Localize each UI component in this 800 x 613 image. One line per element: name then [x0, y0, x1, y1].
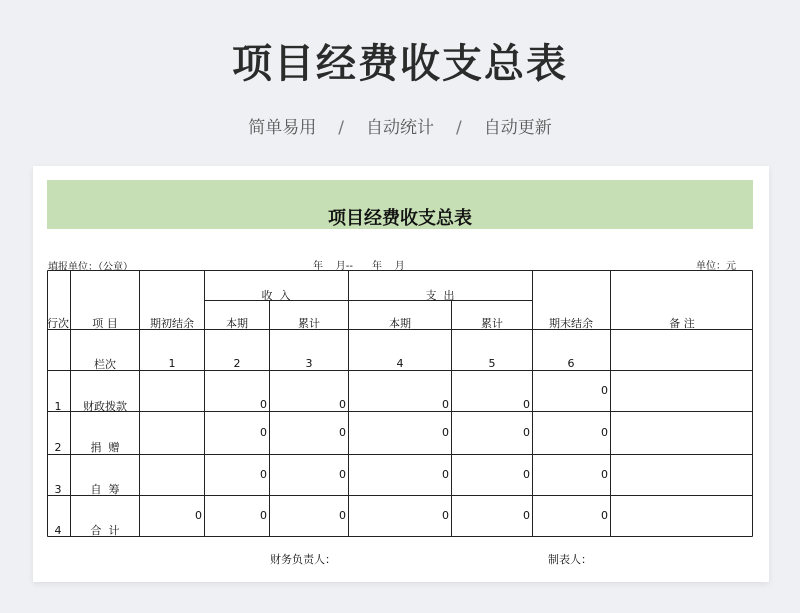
- tag-separator: /: [456, 118, 462, 138]
- expense-cumulative-value: 0: [523, 398, 530, 411]
- income-period-value: 0: [260, 468, 267, 481]
- column-index-label: 栏次: [94, 358, 116, 371]
- income-cumulative-value: 0: [339, 509, 346, 522]
- row-name: 财政拨款: [83, 400, 127, 413]
- column-index-2: 2: [233, 357, 241, 370]
- header-opening-balance: 期初结余: [150, 317, 194, 330]
- expense-cumulative-value: 0: [523, 426, 530, 439]
- header-expense-current: 本期: [389, 317, 411, 330]
- report-period: 年 月-- 年 月: [313, 261, 405, 272]
- expense-cumulative-value: 0: [523, 468, 530, 481]
- header-item: 项 目: [92, 317, 118, 330]
- column-index-6: 6: [567, 357, 575, 370]
- header-income: 收 入: [261, 289, 291, 302]
- header-expense: 支 出: [425, 289, 455, 302]
- column-index-3: 3: [305, 357, 313, 370]
- income-period-value: 0: [260, 426, 267, 439]
- row-name: 捐 赠: [90, 441, 120, 454]
- tag-auto-update: 自动更新: [483, 118, 552, 138]
- row-name: 自 筹: [90, 483, 120, 496]
- header-expense-cumulative: 累计: [481, 317, 503, 330]
- sheet-title-banner: [47, 180, 753, 229]
- column-index-4: 4: [396, 357, 404, 370]
- row-name: 合 计: [90, 524, 120, 537]
- header-closing-balance: 期末结余: [549, 317, 593, 330]
- closing-balance-value: 0: [601, 468, 608, 481]
- header-income-cumulative: 累计: [298, 317, 320, 330]
- row-no: 1: [54, 400, 62, 413]
- table-grid: [47, 270, 753, 537]
- spreadsheet-preview: [33, 166, 769, 582]
- closing-balance-value: 0: [601, 384, 608, 397]
- sheet-title: 项目经费收支总表: [328, 208, 472, 229]
- row-no: 2: [54, 441, 62, 454]
- column-index-5: 5: [488, 357, 496, 370]
- expense-period-value: 0: [442, 398, 449, 411]
- income-period-value: 0: [260, 509, 267, 522]
- header-remarks: 备 注: [669, 317, 695, 330]
- opening-balance-value: 0: [195, 509, 202, 522]
- column-index-1: 1: [168, 357, 176, 370]
- expense-period-value: 0: [442, 468, 449, 481]
- filing-unit-label: 填报单位：（公章）: [48, 262, 133, 273]
- tag-separator: /: [338, 118, 344, 138]
- page-title: 项目经费收支总表: [232, 41, 568, 87]
- row-no: 4: [54, 524, 62, 537]
- currency-unit-label: 单位：元: [696, 261, 736, 272]
- row-no: 3: [54, 483, 62, 496]
- income-period-value: 0: [260, 398, 267, 411]
- expense-cumulative-value: 0: [523, 509, 530, 522]
- expense-period-value: 0: [442, 426, 449, 439]
- prepared-by-label: 制表人：: [548, 553, 592, 566]
- income-cumulative-value: 0: [339, 468, 346, 481]
- income-cumulative-value: 0: [339, 398, 346, 411]
- expense-period-value: 0: [442, 509, 449, 522]
- header-income-current: 本期: [226, 317, 248, 330]
- closing-balance-value: 0: [601, 509, 608, 522]
- tag-easy: 简单易用: [248, 118, 317, 138]
- tag-auto-stat: 自动统计: [366, 118, 434, 138]
- feature-tags: [0, 113, 800, 138]
- header-row-no: 行次: [47, 317, 69, 330]
- finance-head-label: 财务负责人：: [270, 553, 336, 566]
- income-cumulative-value: 0: [339, 426, 346, 439]
- closing-balance-value: 0: [601, 426, 608, 439]
